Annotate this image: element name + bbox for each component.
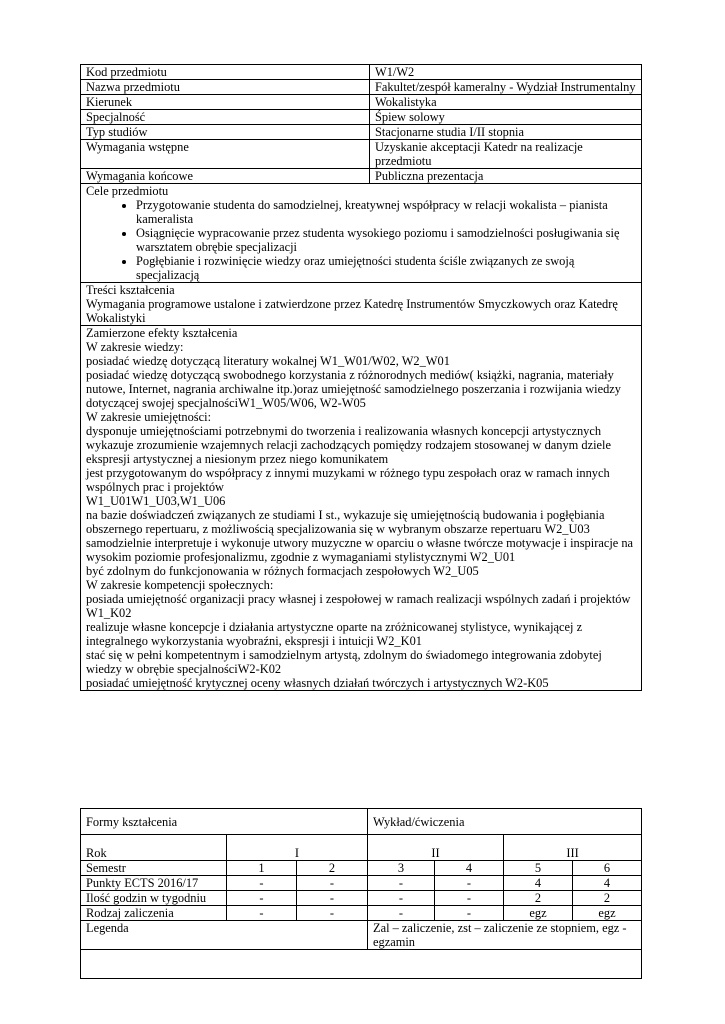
efekty-line: posiadać wiedzę dotyczącą literatury wokalnej W1_W01/W02, W2_W01 [86,354,450,368]
info-label: Typ studiów [81,125,370,140]
formy-row [81,809,642,835]
table-row [81,906,642,921]
table-row [81,891,642,906]
efekty-line: W zakresie wiedzy: [86,340,184,354]
rok-year: I [227,835,368,861]
info-label: Wymagania końcowe [81,169,370,184]
cell: 2 [573,891,642,906]
legenda-label: Legenda [81,921,368,950]
cell: - [368,906,435,921]
cell: - [368,891,435,906]
cell: - [227,876,297,891]
info-value: Publiczna prezentacja [370,169,642,184]
cell: 2 [504,891,573,906]
efekty-heading: Zamierzone efekty kształcenia [86,326,238,340]
info-label: Wymagania wstępne [81,140,370,169]
cell: - [435,906,504,921]
info-row [81,140,642,169]
table-row [81,861,642,876]
efekty-line: posiadać umiejętność krytycznej oceny własnych działań twórczych i artystycznych W2-K05 [86,676,549,690]
info-row [81,80,642,95]
rok-year: II [368,835,504,861]
empty-row [81,950,642,979]
info-row [81,125,642,140]
formy-value: Wykład/ćwiczenia [368,809,642,835]
info-value: Stacjonarne studia I/II stopnia [370,125,642,140]
cell: - [435,891,504,906]
efekty-line: być zdolnym do funkcjonowania w różnych formacjach zespołowych W2_U05 [86,564,479,578]
efekty-line: stać się w pełni kompetentnym i samodzielnym artystą, zdolnym do świadomego integrowania zdobytej wiedzy w obrębie specjalnościW2-K02 [86,648,602,676]
row-label: Rodzaj zaliczenia [81,906,227,921]
info-label: Specjalność [81,110,370,125]
rok-year: III [504,835,642,861]
cell: 4 [435,861,504,876]
efekty-line: W zakresie kompetencji społecznych: [86,578,274,592]
list-item: • Przygotowanie studenta do samodzielnej, kreatywnej współpracy w relacji wokalista – pianista kameralista [136,198,636,226]
efekty-line: posiadać wiedzę dotyczącą swobodnego korzystania z różnorodnych mediów( książki, nagrania, materiały nutowe, Internet, nagrania archiwalne itp.)oraz umiejętność samodzielnego poszerzania i rozwijania wiedzy dotyczącej swojej specjalnościW1_W05/W06, W2-W05 [86,368,621,410]
table-row [81,876,642,891]
row-label: Punkty ECTS 2016/17 [81,876,227,891]
info-label: Kierunek [81,95,370,110]
cell: - [297,891,368,906]
efekty-line: W zakresie umiejętności: [86,410,212,424]
cele-heading: Cele przedmiotu [86,184,169,198]
cell: - [297,906,368,921]
cell: - [435,876,504,891]
cell: - [297,876,368,891]
list-item: • Pogłębianie i rozwinięcie wiedzy oraz umiejętności studenta ściśle związanych ze swoją specjalizacją [136,254,636,282]
cell: egz [504,906,573,921]
legenda-value: Zal – zaliczenie, zst – zaliczenie ze stopniem, egz - egzamin [368,921,642,950]
efekty-line: realizuje własne koncepcje i działania artystyczne oparte na zróżnicowanej stylistyce, wynikającej z integralnego wykorzystania wyobraźni, ekspresji i intuicji W2_K01 [86,620,583,648]
efekty-line: samodzielnie interpretuje i wykonuje utwory muzyczne w oparciu o własne twórcze motywacje i inspiracje na wysokim poziomie profesjonalizmu, zgodnie z wymaganiami stylistycznymi W2_U01 [86,536,634,564]
info-value: W1/W2 [370,65,642,80]
rok-label: Rok [81,835,227,861]
formy-label: Formy kształcenia [81,809,368,835]
info-value: Uzyskanie akceptacji Katedr na realizacje przedmiotu [370,140,642,169]
info-label: Nazwa przedmiotu [81,80,370,95]
efekty-line: na bazie doświadczeń związanych ze studiami I st., wykazuje się umiejętnością budowania i pogłębiania obszernego repertuaru, z możliwością specjalizowania się w wybranym obszarze repertuaru W2_U03 [86,508,605,536]
tresci-heading: Treści kształcenia [86,283,175,297]
efekty-section [81,326,642,691]
cele-list [86,198,636,282]
cell: - [227,906,297,921]
course-info-table [80,64,642,691]
tresci-text: Wymagania programowe ustalone i zatwierdzone przez Katedrę Instrumentów Smyczkowych oraz Katedrę Wokalistyki [86,297,618,325]
efekty-line: posiada umiejętność organizacji pracy własnej i zespołowej w ramach realizacji wspólnych zadań i projektów W1_K02 [86,592,631,620]
cell: 3 [368,861,435,876]
cell: 1 [227,861,297,876]
info-label: Kod przedmiotu [81,65,370,80]
tresci-section [81,283,642,326]
cell: 4 [504,876,573,891]
info-row [81,65,642,80]
cell: egz [573,906,642,921]
empty-cell [81,950,642,979]
info-value: Śpiew solowy [370,110,642,125]
efekty-line: wykazuje zrozumienie wzajemnych relacji zachodzących pomiędzy rodzajem stosowanej w danym dziele ekspresji artystycznej a niesionym przez niego komunikatem [86,438,611,466]
cell: - [227,891,297,906]
info-value: Wokalistyka [370,95,642,110]
rok-row [81,835,642,861]
cell: 5 [504,861,573,876]
legenda-row [81,921,642,950]
row-label: Ilość godzin w tygodniu [81,891,227,906]
cele-section [81,184,642,283]
info-row [81,110,642,125]
cell: 4 [573,876,642,891]
cell: - [368,876,435,891]
list-item: • Osiągnięcie wypracowanie przez studenta wysokiego poziomu i samodzielności posługiwania się warsztatem obrębie specjalizacji [136,226,636,254]
cell: 6 [573,861,642,876]
efekty-line: dysponuje umiejętnościami potrzebnymi do tworzenia i realizowania własnych koncepcji artystycznych [86,424,602,438]
efekty-line: jest przygotowanym do współpracy z innymi muzykami w różnego typu zespołach oraz w ramach innych wspólnych prac i projektów [86,466,610,494]
efekty-line: W1_U01W1_U03,W1_U06 [86,494,226,508]
schedule-table [80,808,642,979]
info-row [81,95,642,110]
info-row [81,169,642,184]
info-value: Fakultet/zespół kameralny - Wydział Instrumentalny [370,80,642,95]
cell: 2 [297,861,368,876]
row-label: Semestr [81,861,227,876]
